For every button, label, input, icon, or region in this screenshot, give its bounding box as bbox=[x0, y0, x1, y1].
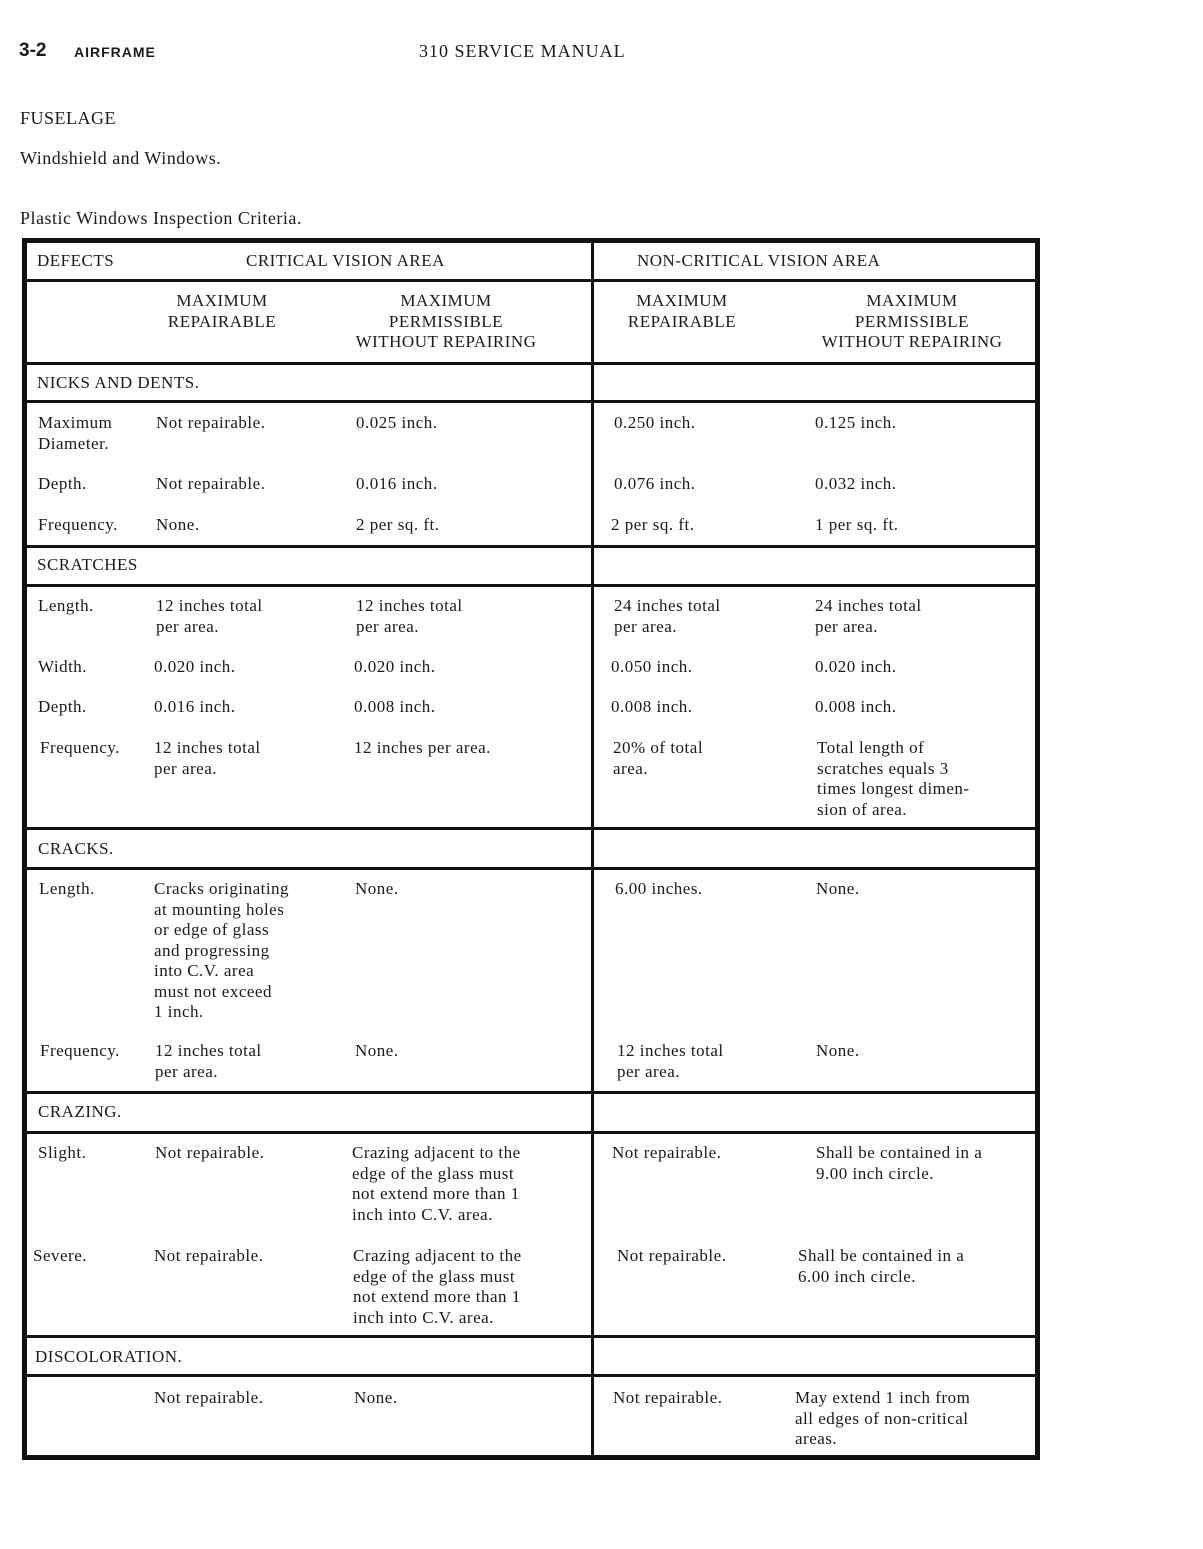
header-critical-vision-area: CRITICAL VISION AREA bbox=[246, 251, 445, 270]
row-label: Width. bbox=[38, 657, 88, 676]
cv-permissible-cell: 0.020 inch. bbox=[354, 657, 436, 676]
row-label: Depth. bbox=[38, 474, 87, 493]
cv-repairable-cell: Not repairable. bbox=[155, 1143, 265, 1162]
cv-permissible-cell: Crazing adjacent to the edge of the glass must not extend more than 1 inch into C.V. area. bbox=[353, 1246, 522, 1327]
ncv-repairable-cell: 0.008 inch. bbox=[611, 697, 693, 716]
manual-title: 310 SERVICE MANUAL bbox=[419, 41, 626, 61]
row-divider bbox=[27, 545, 1035, 548]
cv-permissible-cell: 0.016 inch. bbox=[356, 474, 438, 493]
cv-repairable-cell: Not repairable. bbox=[154, 1246, 264, 1265]
ncv-permissible-cell: Total length of scratches equals 3 times longest dimen- sion of area. bbox=[817, 738, 970, 819]
header-defects: DEFECTS bbox=[37, 251, 115, 270]
cv-repairable-cell: None. bbox=[156, 515, 200, 534]
ncv-permissible-cell: 0.020 inch. bbox=[815, 657, 897, 676]
cv-permissible-cell: Crazing adjacent to the edge of the glass must not extend more than 1 inch into C.V. area. bbox=[352, 1143, 521, 1224]
subsection-heading: Windshield and Windows. bbox=[20, 148, 222, 168]
cv-permissible-cell: 0.008 inch. bbox=[354, 697, 436, 716]
header-ncv-max-repairable: MAXIMUM REPAIRABLE bbox=[627, 291, 737, 331]
row-divider bbox=[27, 362, 1035, 365]
row-label: Maximum Diameter. bbox=[38, 413, 113, 453]
ncv-permissible-cell: 1 per sq. ft. bbox=[815, 515, 899, 534]
row-divider bbox=[27, 1131, 1035, 1134]
category-title: NICKS AND DENTS. bbox=[37, 373, 200, 392]
ncv-permissible-cell: None. bbox=[816, 1041, 860, 1060]
row-label: Severe. bbox=[33, 1246, 88, 1265]
header-ncv-max-permissible: MAXIMUM PERMISSIBLE WITHOUT REPAIRING bbox=[821, 291, 1003, 351]
cv-repairable-cell: 12 inches total per area. bbox=[154, 738, 261, 778]
row-divider bbox=[27, 400, 1035, 403]
category-title: SCRATCHES bbox=[37, 555, 138, 574]
category-title: DISCOLORATION. bbox=[35, 1347, 183, 1366]
ncv-permissible-cell: Shall be contained in a 6.00 inch circle. bbox=[798, 1246, 965, 1286]
ncv-repairable-cell: 6.00 inches. bbox=[615, 879, 703, 898]
cv-permissible-cell: None. bbox=[354, 1388, 398, 1407]
ncv-repairable-cell: 20% of total area. bbox=[613, 738, 704, 778]
chapter-heading: FUSELAGE bbox=[20, 108, 117, 128]
cv-repairable-cell: Not repairable. bbox=[156, 413, 266, 432]
row-divider bbox=[27, 827, 1035, 830]
cv-repairable-cell: Cracks originating at mounting holes or edge of glass and progressing into C.V. area must not exceed 1 inch. bbox=[154, 879, 290, 1021]
cv-repairable-cell: 12 inches total per area. bbox=[155, 1041, 262, 1081]
row-divider bbox=[27, 1374, 1035, 1377]
ncv-permissible-cell: 0.008 inch. bbox=[815, 697, 897, 716]
cv-repairable-cell: Not repairable. bbox=[156, 474, 266, 493]
section-name: AIRFRAME bbox=[74, 44, 156, 60]
cv-permissible-cell: 0.025 inch. bbox=[356, 413, 438, 432]
header-cv-max-repairable: MAXIMUM REPAIRABLE bbox=[167, 291, 277, 331]
cv-repairable-cell: 12 inches total per area. bbox=[156, 596, 263, 636]
row-label: Depth. bbox=[38, 697, 87, 716]
column-divider bbox=[591, 243, 594, 1455]
cv-repairable-cell: 0.016 inch. bbox=[154, 697, 236, 716]
cv-permissible-cell: 12 inches per area. bbox=[354, 738, 491, 757]
row-label: Frequency. bbox=[38, 515, 118, 534]
row-label: Slight. bbox=[38, 1143, 87, 1162]
header-cv-max-permissible: MAXIMUM PERMISSIBLE WITHOUT REPAIRING bbox=[355, 291, 537, 351]
row-label: Length. bbox=[38, 596, 94, 615]
cv-permissible-cell: 2 per sq. ft. bbox=[356, 515, 440, 534]
row-label: Length. bbox=[39, 879, 95, 898]
ncv-repairable-cell: 24 inches total per area. bbox=[614, 596, 721, 636]
row-label: Frequency. bbox=[40, 1041, 120, 1060]
category-title: CRACKS. bbox=[38, 839, 114, 858]
ncv-permissible-cell: 24 inches total per area. bbox=[815, 596, 922, 636]
ncv-repairable-cell: Not repairable. bbox=[617, 1246, 727, 1265]
ncv-repairable-cell: 12 inches total per area. bbox=[617, 1041, 724, 1081]
ncv-permissible-cell: 0.125 inch. bbox=[815, 413, 897, 432]
row-divider bbox=[27, 867, 1035, 870]
ncv-repairable-cell: 0.050 inch. bbox=[611, 657, 693, 676]
row-divider bbox=[27, 1091, 1035, 1094]
ncv-repairable-cell: Not repairable. bbox=[612, 1143, 722, 1162]
cv-permissible-cell: None. bbox=[355, 1041, 399, 1060]
page-number: 3-2 bbox=[19, 40, 47, 61]
ncv-repairable-cell: 0.250 inch. bbox=[614, 413, 696, 432]
ncv-repairable-cell: 0.076 inch. bbox=[614, 474, 696, 493]
ncv-permissible-cell: May extend 1 inch from all edges of non-critical areas. bbox=[795, 1388, 971, 1448]
cv-permissible-cell: 12 inches total per area. bbox=[356, 596, 463, 636]
category-title: CRAZING. bbox=[38, 1102, 122, 1121]
inspection-criteria-table bbox=[22, 238, 1040, 1460]
header-non-critical-vision-area: NON-CRITICAL VISION AREA bbox=[637, 251, 881, 270]
ncv-permissible-cell: Shall be contained in a 9.00 inch circle. bbox=[816, 1143, 983, 1183]
ncv-permissible-cell: 0.032 inch. bbox=[815, 474, 897, 493]
cv-repairable-cell: 0.020 inch. bbox=[154, 657, 236, 676]
cv-permissible-cell: None. bbox=[355, 879, 399, 898]
ncv-permissible-cell: None. bbox=[816, 879, 860, 898]
ncv-repairable-cell: 2 per sq. ft. bbox=[611, 515, 695, 534]
cv-repairable-cell: Not repairable. bbox=[154, 1388, 264, 1407]
row-divider bbox=[27, 279, 1035, 282]
row-label: Frequency. bbox=[40, 738, 120, 757]
row-divider bbox=[27, 1335, 1035, 1338]
table-title: Plastic Windows Inspection Criteria. bbox=[20, 208, 302, 228]
ncv-repairable-cell: Not repairable. bbox=[613, 1388, 723, 1407]
row-divider bbox=[27, 584, 1035, 587]
